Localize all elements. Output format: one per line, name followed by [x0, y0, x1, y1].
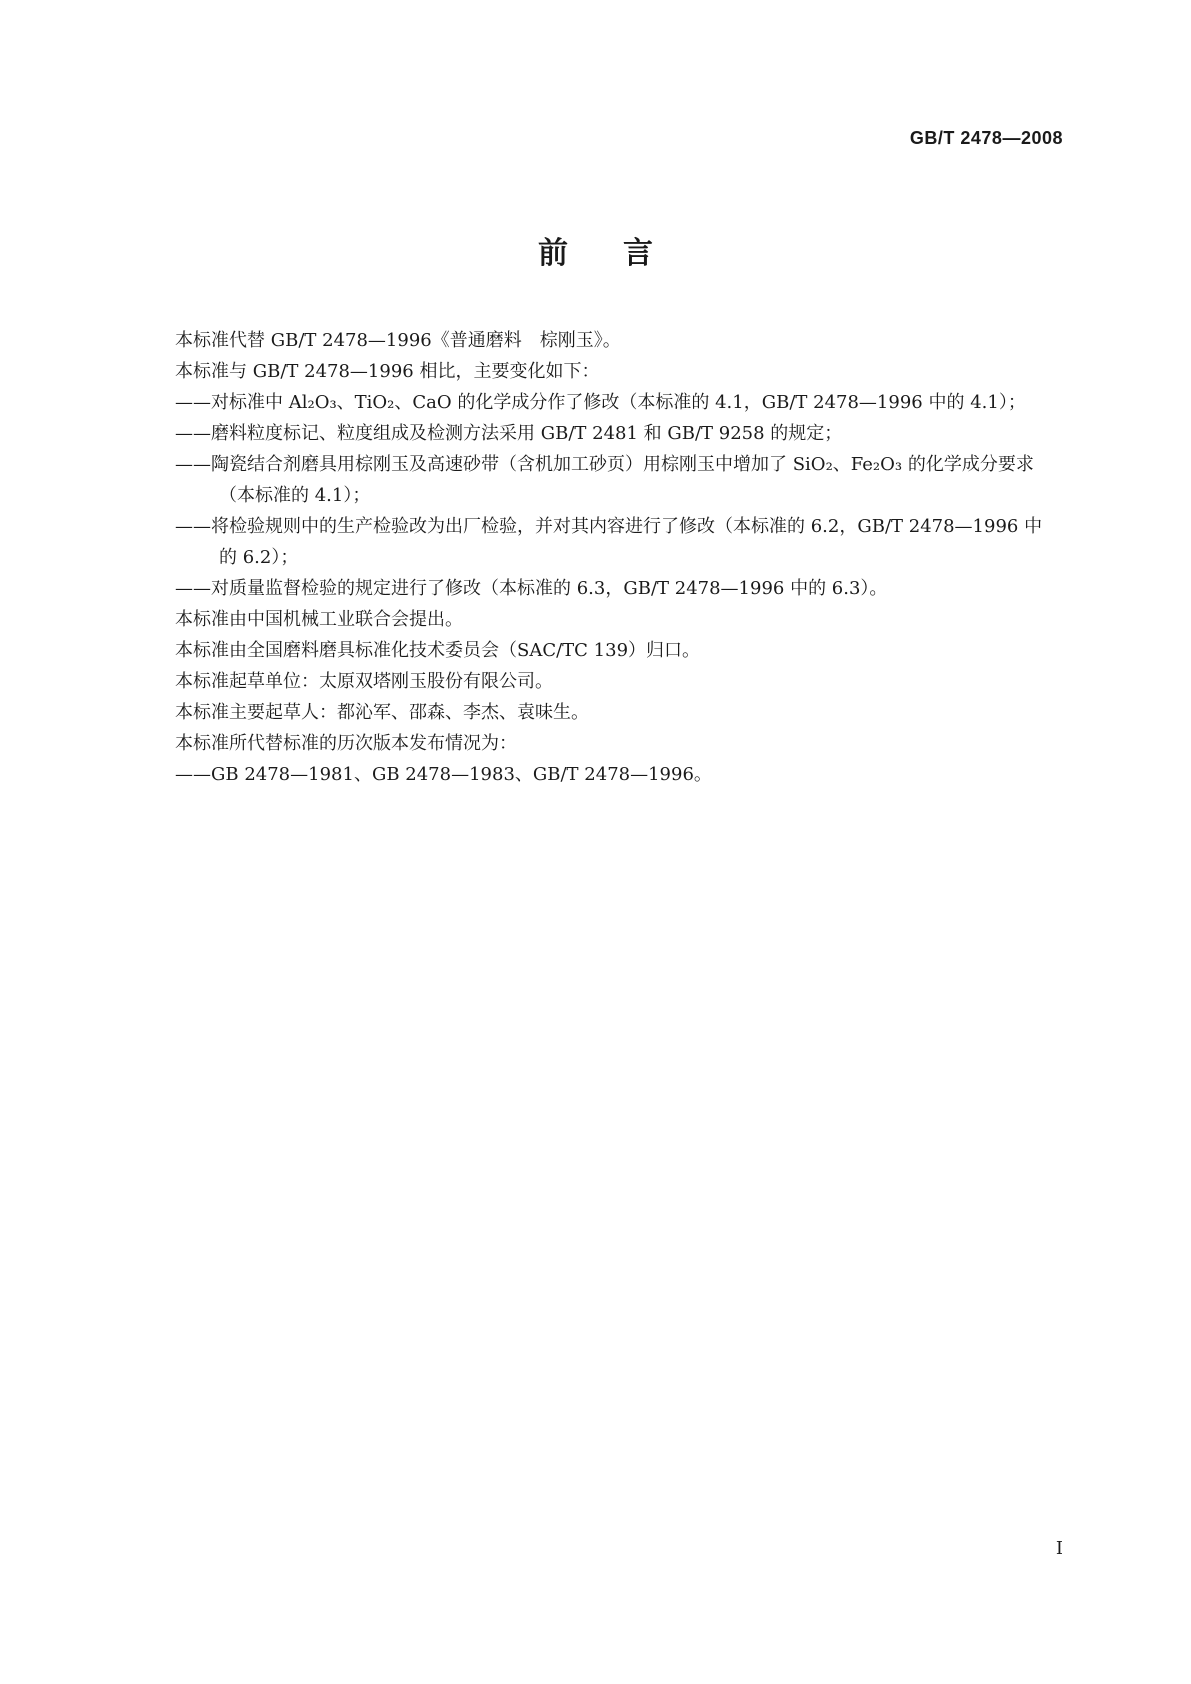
paragraph-drafters: 本标准主要起草人：都沁军、邵森、李杰、袁味生。 — [175, 702, 589, 723]
foreword-body — [175, 325, 1060, 790]
title-char-1: 前 — [538, 236, 568, 271]
page-title — [0, 228, 1191, 272]
paragraph-drafting-unit: 本标准起草单位：太原双塔刚玉股份有限公司。 — [175, 671, 553, 692]
paragraph-history-intro: 本标准所代替标准的历次版本发布情况为： — [175, 733, 517, 754]
change-item: ——对标准中 Al₂O₃、TiO₂、CaO 的化学成分作了修改（本标准的 4.1，GB/T 2478—1996 中的 4.1）； — [175, 392, 1026, 413]
page-number: I — [1055, 1538, 1063, 1559]
history-item: ——GB 2478—1981、GB 2478—1983、GB/T 2478—1996。 — [175, 764, 712, 785]
paragraph-replaces: 本标准代替 GB/T 2478—1996《普通磨料 棕刚玉》。 — [175, 330, 621, 351]
title-char-2: 言 — [623, 236, 653, 271]
paragraph-changes-intro: 本标准与 GB/T 2478—1996 相比，主要变化如下： — [175, 361, 600, 382]
standard-code: GB/T 2478—2008 — [909, 128, 1063, 148]
paragraph-committee: 本标准由全国磨料磨具标准化技术委员会（SAC/TC 139）归口。 — [175, 640, 701, 661]
change-item: ——磨料粒度标记、粒度组成及检测方法采用 GB/T 2481 和 GB/T 9258 的规定； — [175, 423, 843, 444]
change-item: ——对质量监督检验的规定进行了修改（本标准的 6.3，GB/T 2478—1996 中的 6.3）。 — [175, 578, 888, 599]
change-item: ——将检验规则中的生产检验改为出厂检验，并对其内容进行了修改（本标准的 6.2，GB/T 2478—1996 中的 6.2）； — [175, 516, 1043, 568]
paragraph-proposer: 本标准由中国机械工业联合会提出。 — [175, 609, 463, 630]
change-item: ——陶瓷结合剂磨具用棕刚玉及高速砂带（含机加工砂页）用棕刚玉中增加了 SiO₂、Fe₂O₃ 的化学成分要求（本标准的 4.1）； — [175, 454, 1034, 506]
